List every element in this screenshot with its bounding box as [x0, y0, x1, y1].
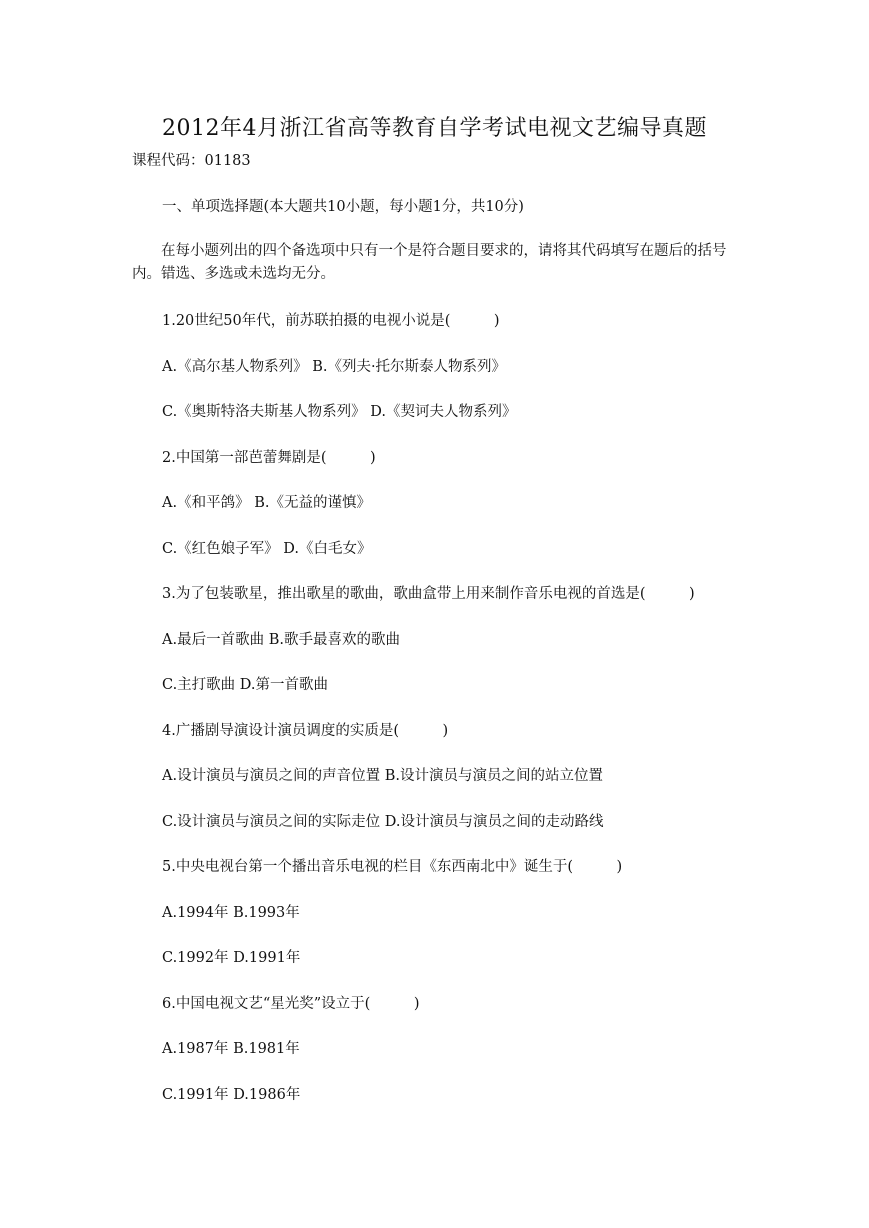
course-code: 课程代码：01183: [132, 153, 251, 169]
question-1-options-ab: A.《高尔基人物系列》 B.《列夫·托尔斯泰人物系列》: [162, 359, 507, 375]
question-1-options-cd: C.《奥斯特洛夫斯基人物系列》 D.《契诃夫人物系列》: [162, 404, 517, 420]
question-3-options-ab: A.最后一首歌曲 B.歌手最喜欢的歌曲: [162, 632, 400, 648]
instructions: 在每小题列出的四个备选项中只有一个是符合题目要求的，请将其代码填写在题后的括号内。错选、多选或未选均无分。: [132, 243, 727, 282]
question-1-stem: 1.20世纪50年代，前苏联拍摄的电视小说是( ): [162, 313, 500, 329]
question-6-stem: 6.中国电视文艺“星光奖”设立于( ): [162, 996, 420, 1012]
question-3-stem: 3.为了包装歌星，推出歌星的歌曲，歌曲盒带上用来制作音乐电视的首选是( ): [162, 586, 695, 602]
question-5-options-cd: C.1992年 D.1991年: [162, 950, 301, 966]
document-title: 2012年4月浙江省高等教育自学考试电视文艺编导真题: [162, 116, 707, 141]
question-3-options-cd: C.主打歌曲 D.第一首歌曲: [162, 677, 329, 693]
question-2-stem: 2.中国第一部芭蕾舞剧是( ): [162, 450, 376, 466]
question-4-options-cd: C.设计演员与演员之间的实际走位 D.设计演员与演员之间的走动路线: [162, 814, 604, 830]
question-2-options-cd: C.《红色娘子军》 D.《白毛女》: [162, 541, 372, 557]
question-6-options-cd: C.1991年 D.1986年: [162, 1087, 301, 1103]
question-6-options-ab: A.1987年 B.1981年: [162, 1041, 300, 1057]
question-5-options-ab: A.1994年 B.1993年: [162, 905, 300, 921]
question-5-stem: 5.中央电视台第一个播出音乐电视的栏目《东西南北中》诞生于( ): [162, 859, 623, 875]
section-heading: 一、单项选择题(本大题共10小题，每小题1分，共10分): [162, 199, 524, 215]
question-4-stem: 4.广播剧导演设计演员调度的实质是( ): [162, 723, 449, 739]
question-4-options-ab: A.设计演员与演员之间的声音位置 B.设计演员与演员之间的站立位置: [162, 768, 603, 784]
question-2-options-ab: A.《和平鸽》 B.《无益的谨慎》: [162, 495, 371, 511]
